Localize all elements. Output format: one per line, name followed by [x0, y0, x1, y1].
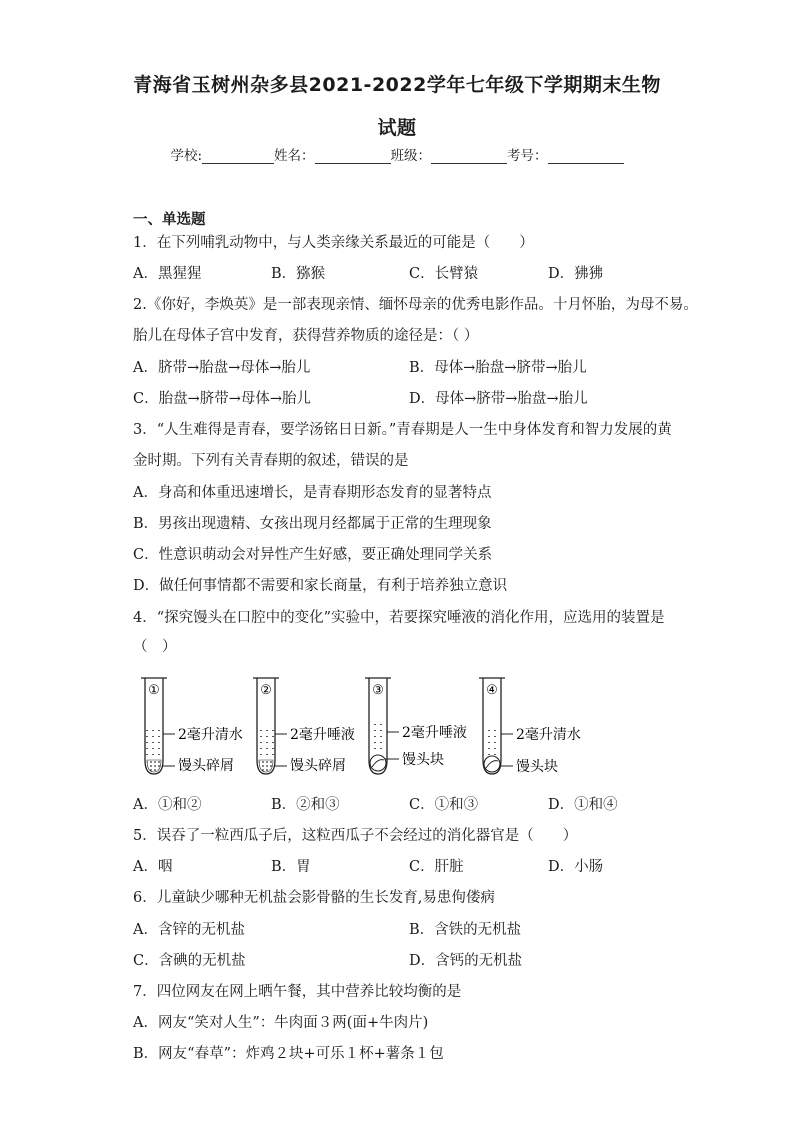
q6-option-d[interactable]: D．含钙的无机盐	[409, 953, 523, 969]
q1-option-c[interactable]: C．长臂猿	[409, 266, 479, 282]
tube-4-water	[484, 726, 500, 756]
q7-option-b[interactable]: B．网友“春草”：炸鸡２块+可乐１杯+薯条１包	[133, 1046, 444, 1062]
q1-option-a[interactable]: A．黑猩猩	[133, 266, 202, 282]
q5-option-c[interactable]: C．肝脏	[409, 859, 464, 875]
tube-3-number: ③	[372, 683, 384, 698]
question-1-stem: 1．在下列哺乳动物中，与人类亲缘关系最近的可能是（ ）	[133, 235, 534, 251]
question-2-stem-line1: 2.《你好，李焕英》是一部表现亲情、缅怀母亲的优秀电影作品。十月怀胎，为母不易。	[133, 297, 698, 313]
q2-option-a[interactable]: A．脐带→胎盘→母体→胎儿	[133, 360, 311, 376]
tube-2-liquid-label: 2毫升唾液	[290, 727, 355, 743]
q3-option-a[interactable]: A．身高和体重迅速增长，是青春期形态发育的显著特点	[133, 485, 492, 501]
question-6-stem: 6．儿童缺少哪种无机盐会影骨骼的生长发育,易患佝偻病	[133, 890, 495, 906]
q3-option-c[interactable]: C．性意识萌动会对异性产生好感，要正确处理同学关系	[133, 547, 493, 563]
school-label: 学校:	[170, 148, 203, 164]
question-2-stem-line2: 胎儿在母体子宫中发育，获得营养物质的途径是：（ ）	[133, 328, 479, 344]
tube-2-bread-crumbs	[259, 760, 273, 772]
school-blank[interactable]	[202, 148, 274, 164]
q3-option-d[interactable]: D．做任何事情都不需要和家长商量，有利于培养独立意识	[133, 578, 508, 594]
tube-3-liquid-label: 2毫升唾液	[402, 725, 467, 741]
tube-1-water	[146, 726, 162, 760]
tube-1	[141, 678, 243, 774]
question-3-stem-line2: 金时期。下列有关青春期的叙述，错误的是	[133, 453, 409, 469]
q6-option-a[interactable]: A．含锌的无机盐	[133, 922, 245, 938]
tube-1-bread-crumbs	[147, 760, 161, 772]
question-7-stem: 7．四位网友在网上晒午餐，其中营养比较均衡的是	[133, 984, 462, 1000]
q3-option-b[interactable]: B．男孩出现遗精、女孩出现月经都属于正常的生理现象	[133, 516, 492, 532]
id-blank[interactable]	[548, 148, 624, 164]
q2-option-c[interactable]: C．胎盘→脐带→母体→胎儿	[133, 391, 312, 407]
name-blank[interactable]	[315, 148, 391, 164]
q4-option-c[interactable]: C．①和③	[409, 797, 479, 813]
student-info-row	[0, 144, 794, 164]
tube-3-solid-label: 馒头块	[402, 752, 444, 768]
q1-option-d[interactable]: D．狒狒	[548, 266, 604, 282]
tube-3-saliva	[370, 724, 386, 754]
tube-4	[479, 678, 581, 775]
question-5-stem: 5．误吞了一粒西瓜子后，这粒西瓜子不会经过的消化器官是（ ）	[133, 828, 578, 844]
tube-3-bread-block	[370, 755, 386, 771]
id-label: 考号：	[507, 148, 548, 164]
q2-option-d[interactable]: D．母体→脐带→胎盘→胎儿	[409, 391, 588, 407]
question-3-stem-line1: 3．“人生难得是青春，要学汤铭日日新。”青春期是人一生中身体发育和智力发展的黄	[133, 422, 672, 438]
exam-title-line1: 青海省玉树州杂多县2021-2022学年七年级下学期期末生物	[133, 74, 661, 96]
q4-option-b[interactable]: B．②和③	[271, 797, 340, 813]
q5-option-d[interactable]: D．小肠	[548, 859, 604, 875]
tube-4-bread-block	[484, 756, 500, 772]
q5-option-a[interactable]: A．咽	[133, 859, 173, 875]
question-4-stem-line2: （ ）	[133, 639, 177, 655]
q6-option-b[interactable]: B．含铁的无机盐	[409, 922, 522, 938]
tube-2-solid-label: 馒头碎屑	[290, 758, 346, 774]
tube-3	[365, 678, 467, 774]
q4-option-d[interactable]: D．①和④	[548, 797, 618, 813]
test-tube-diagram	[133, 668, 653, 788]
q5-option-b[interactable]: B．胃	[271, 859, 311, 875]
tube-2	[253, 678, 355, 774]
tube-1-solid-label: 馒头碎屑	[178, 758, 234, 774]
tube-2-saliva	[258, 726, 274, 760]
q4-option-a[interactable]: A．①和②	[133, 797, 202, 813]
q2-option-b[interactable]: B．母体→胎盘→脐带→胎儿	[409, 360, 587, 376]
class-label: 班级：	[390, 148, 432, 164]
tube-4-number: ④	[486, 683, 498, 698]
exam-title-line2: 试题	[377, 117, 417, 139]
tube-4-liquid-label: 2毫升清水	[516, 727, 581, 743]
tube-1-liquid-label: 2毫升清水	[178, 727, 243, 743]
class-blank[interactable]	[431, 148, 507, 164]
q1-option-b[interactable]: B．猕猴	[271, 266, 326, 282]
name-label: 姓名：	[274, 148, 315, 164]
tube-2-number: ②	[260, 683, 272, 698]
section-title: 一、单选题	[133, 212, 206, 228]
q6-option-c[interactable]: C．含碘的无机盐	[133, 953, 246, 969]
question-4-stem-line1: 4．“探究馒头在口腔中的变化”实验中，若要探究唾液的消化作用，应选用的装置是	[133, 610, 665, 626]
tube-1-number: ①	[148, 683, 160, 698]
q7-option-a[interactable]: A．网友“笑对人生”：牛肉面３两(面+牛肉片)	[133, 1015, 429, 1031]
tube-4-solid-label: 馒头块	[516, 759, 558, 775]
